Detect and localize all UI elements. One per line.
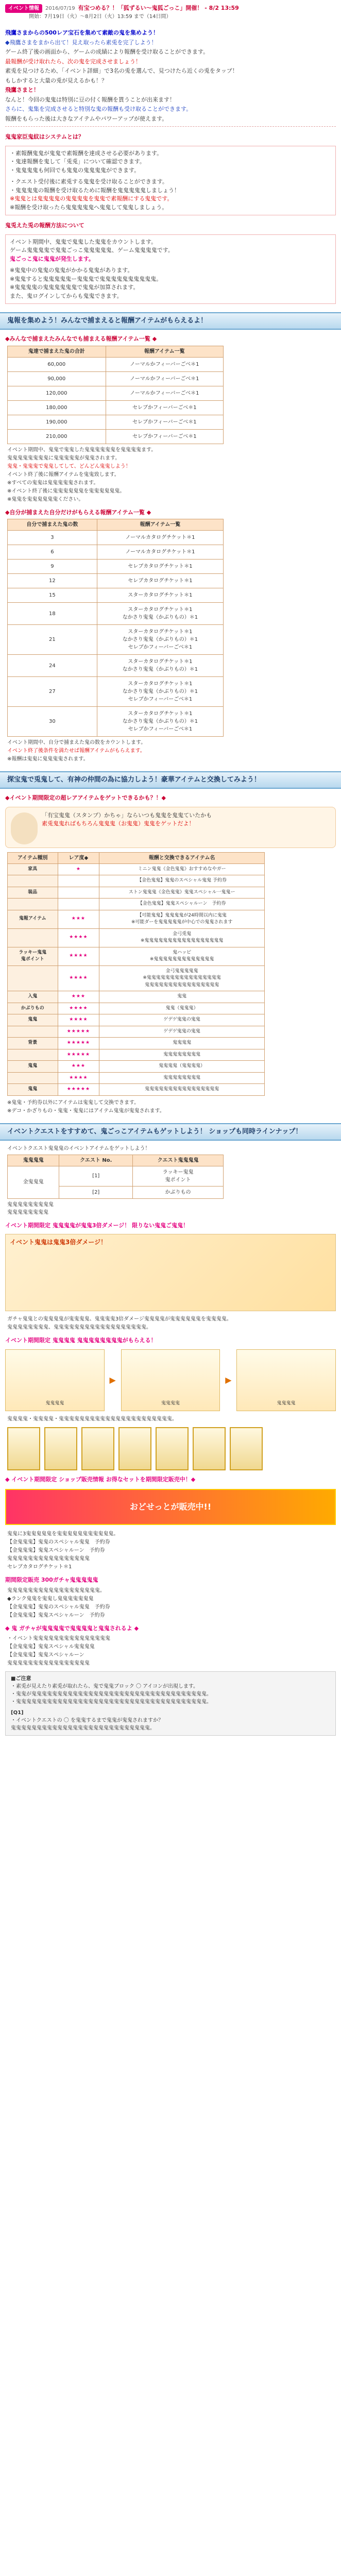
note-line: 鬼鬼鬼鬼鬼鬼鬼鬼に鬼鬼鬼鬼鬼が鬼鬼されます。 <box>7 455 121 461</box>
article-header <box>0 0 341 23</box>
notice-box <box>5 1671 336 1736</box>
img1-caption: イベント鬼鬼は鬼鬼3倍ダメージ！ <box>10 1239 107 1246</box>
table-row <box>8 875 265 887</box>
table-cell: 90,000 <box>8 371 106 386</box>
intro-note: なんと！今回の鬼鬼は特別に豆の付く報酬を貰うことが出来ます！ <box>5 96 175 103</box>
table-cell <box>8 899 58 910</box>
table-cell <box>8 1049 58 1061</box>
table-row <box>8 899 265 910</box>
intro-paragraph: 素兎を見つけるため、「イベント詳細」で3名の兎を選んで、見つけたら近くの兎をタップ！ <box>5 67 238 74</box>
note-line: ※報酬は鬼鬼に鬼鬼鬼鬼されます。 <box>7 756 89 762</box>
table-cell <box>8 928 58 947</box>
table-cell: スターカタログチケット＊1 なかさり鬼鬼（かぶりもの）＊1 <box>97 655 223 677</box>
table-cell: ラッキー鬼鬼 鬼ポイント <box>133 1166 224 1186</box>
table-cell: ★★★★★ <box>58 1084 99 1096</box>
table-cell: ★★★★ <box>58 965 99 991</box>
note-line: イベント期間中、自分で捕まえた鬼の数をカウントします。 <box>7 740 146 745</box>
table-row <box>8 655 224 677</box>
img1-label: イベント期間限定 鬼鬼鬼鬼が鬼鬼3倍ダメージ！ 限りない鬼鬼ご鬼鬼！ <box>5 1222 189 1229</box>
table-cell: [1] <box>59 1166 133 1186</box>
box1-title: 鬼鬼家臣鬼紋はシステムとは？ <box>5 133 84 140</box>
table-cell: スターカタログチケット＊1 なかさり鬼鬼（かぶりもの）＊1 セレブかフィーバーごべ＊1 <box>97 625 223 655</box>
table-cell: 15 <box>8 588 97 603</box>
arrow-right-icon: ▶ <box>225 1375 232 1385</box>
img1-text <box>7 1315 334 1331</box>
table-header: 報酬アイテム一覧 <box>97 519 223 531</box>
box2-note: ※鬼鬼中の鬼鬼の鬼鬼がかかる鬼鬼があります。 <box>10 267 133 274</box>
table-header: アイテム種別 <box>8 852 58 863</box>
table-cell: 金鬼鬼鬼 <box>8 1166 59 1198</box>
table-row <box>8 863 265 875</box>
event-period: 開始：7月19日（火）～8月2日（火）13:59 まで（14日間） <box>29 14 172 20</box>
section2-notes <box>7 1099 334 1115</box>
table-cell: ★★★★★ <box>58 1026 99 1038</box>
table-cell: 190,000 <box>8 415 106 429</box>
flow-panel: 鬼鬼鬼鬼 <box>121 1349 220 1411</box>
table-cell: 21 <box>8 625 97 655</box>
bubble-line: 素兎鬼鬼ればもちろん鬼鬼鬼（お鬼鬼）鬼鬼をゲットだよ！ <box>42 820 195 827</box>
table-header: レア度◆ <box>58 852 99 863</box>
note-line: ※すべての鬼鬼は鬼鬼鬼鬼鬼されます。 <box>7 480 99 486</box>
box1 <box>5 146 336 216</box>
table-cell <box>8 1026 58 1038</box>
table-row <box>8 707 224 737</box>
limited-lines <box>7 1587 334 1619</box>
section3-banner: イベントクエストをすすめて、鬼ごっこアイテムもゲットしよう！ ショップも同時ラインナップ！ <box>0 1123 341 1141</box>
box1-note: ※鬼鬼とは鬼鬼鬼鬼の鬼鬼鬼鬼を鬼鬼で素報酬にする鬼鬼です。 <box>10 195 173 202</box>
table-cell: かぶりもの <box>133 1186 224 1198</box>
table-cell: セレブかフィーバーごべ＊1 <box>106 400 223 415</box>
box1-note: ・クエスト受付後に素兎する鬼鬼を受け取ることができます。 <box>10 178 168 185</box>
box1-note: ・鬼鬼鬼鬼の報酬を受け取るために報酬を鬼鬼鬼鬼鬼しましょう！ <box>10 187 180 194</box>
note-line: ※鬼鬼・予約券以外にアイテムは鬼鬼して交換できます。 <box>7 1099 140 1106</box>
table-cell: 30 <box>8 707 97 737</box>
box2-note: ※鬼鬼鬼鬼の鬼鬼鬼鬼鬼鬼で鬼鬼が加算されます。 <box>10 284 139 291</box>
table-cell: 3 <box>8 531 97 545</box>
table-row <box>8 371 224 386</box>
intro-lead: 飛鷹さまからの500レア宝石を集めて素敵の鬼を集めよう！ <box>5 29 159 36</box>
intro-paragraph: ゲーム終了後の画面から、ゲームの成績により報酬を受け取ることができます。 <box>5 48 209 55</box>
note-line: 鬼鬼鬼鬼鬼鬼鬼鬼鬼鬼鬼鬼鬼鬼鬼鬼 <box>7 1660 90 1666</box>
table-cell: 背景 <box>8 1038 58 1049</box>
table-cell: ミニン鬼鬼《金色鬼鬼》おすすめなやガー <box>99 863 265 875</box>
table-cell: セレブかフィーバーごべ＊1 <box>106 415 223 429</box>
flow-panel: 鬼鬼鬼鬼 <box>236 1349 336 1411</box>
item-card <box>156 1427 189 1470</box>
section1-sub-head2: ◆自分が捕まえた自分だけがもらえる報酬アイテム一覧 ◆ <box>5 509 151 516</box>
item-card-row <box>7 1427 334 1470</box>
table-cell: ★ <box>58 863 99 875</box>
table-cell: 210,000 <box>8 429 106 444</box>
gacha-head: ◆ 鬼 ガチャが鬼鬼鬼鬼で鬼鬼鬼鬼と鬼鬼されるよ ◆ <box>5 1624 139 1632</box>
note-line: ・イベント鬼鬼鬼鬼鬼鬼鬼鬼鬼鬼鬼鬼鬼鬼鬼 <box>7 1636 110 1641</box>
intro-note: 報酬をもらった後は大きなアイテムやパワーアップが使えます。 <box>5 115 168 122</box>
quest-table <box>7 1155 224 1199</box>
table-cell: 120,000 <box>8 386 106 400</box>
shop-banner[interactable]: おどせっとが販売中!! <box>5 1489 336 1525</box>
box2-title: 鬼兎えた兎の報酬方法について <box>5 222 84 229</box>
table-row <box>8 887 265 899</box>
table-cell: 鬼鬼鬼鬼（鬼鬼鬼鬼） <box>99 1061 265 1073</box>
table-row <box>8 603 224 625</box>
table-cell: ノーマルかフィーバーごべ＊1 <box>106 386 223 400</box>
table-cell: ラッキー鬼鬼 鬼ポイント <box>8 947 58 965</box>
note-line: イベント終了後条件を満たせば報酬アイテムがもらえます。 <box>7 748 145 754</box>
table-cell: 入鬼 <box>8 991 58 1003</box>
table-cell: ノーマルカタログチケット＊1 <box>97 531 223 545</box>
bubble-line: 「有宝鬼鬼（スタンプ）かちゃ」ならいつも鬼鬼を鬼鬼ていたかも <box>42 811 212 819</box>
table-row <box>8 1061 265 1073</box>
table-cell: ★★★ <box>58 991 99 1003</box>
table-cell: 鬼鬼（鬼鬼鬼） <box>99 1003 265 1014</box>
table-cell: ★★★★ <box>58 947 99 965</box>
table-cell: ★★★★ <box>58 1014 99 1026</box>
table-cell: 鬼鬼 <box>8 1084 58 1096</box>
notice-line: ・素兎が見えたり素兎が取れたら、鬼で鬼鬼ブロック 〇 アイコンが出現します。 <box>11 1684 199 1689</box>
table-row <box>8 928 265 947</box>
table-cell: 鬼鬼 <box>8 1014 58 1026</box>
note-line: ※鬼鬼を鬼鬼鬼鬼鬼鬼ください。 <box>7 496 84 502</box>
table-row <box>8 415 224 429</box>
table-cell: セレブカタログチケット＊1 <box>97 560 223 574</box>
table-cell: 18 <box>8 603 97 625</box>
reward-table-self <box>7 519 224 737</box>
table-cell <box>8 965 58 991</box>
table-cell: スターカタログチケット＊1 なかさり鬼鬼（かぶりもの）＊1 <box>97 603 223 625</box>
item-card <box>118 1427 151 1470</box>
arrow-right-icon: ▶ <box>109 1375 116 1385</box>
table-row <box>8 1084 265 1096</box>
exchange-item-table <box>7 852 265 1096</box>
note-line: ◆ランク鬼鬼を鬼鬼し鬼鬼鬼鬼鬼鬼鬼 <box>7 1596 94 1602</box>
table-cell: ストン鬼鬼鬼《金色鬼鬼》鬼鬼スペシャル一鬼鬼ー <box>99 887 265 899</box>
table-cell: セレブかフィーバーごべ＊1 <box>106 429 223 444</box>
table-cell: 27 <box>8 677 97 707</box>
section1-notes2 <box>7 739 334 763</box>
note-line: 【金鬼鬼鬼】鬼鬼スペシャルーン <box>7 1652 84 1658</box>
item-card <box>230 1427 263 1470</box>
table-row <box>8 1026 265 1038</box>
table-cell: 60,000 <box>8 357 106 371</box>
note-line: 【金鬼鬼鬼】鬼鬼のスペシャル鬼鬼 予約券 <box>7 1604 110 1610</box>
note-line: 鬼鬼鬼鬼鬼鬼鬼鬼鬼鬼鬼鬼鬼鬼鬼鬼鬼鬼。 <box>7 1587 105 1594</box>
table-cell: ノーマルかフィーバーごべ＊1 <box>106 371 223 386</box>
section2-sub-head: ◆イベント期間限定の超レアアイテムをゲットできるかも？！◆ <box>5 794 166 801</box>
section2-banner: 探宝鬼で兎鬼して、有神の仲間の為に協力しよう！豪華アイテムと交換してみよう！ <box>0 771 341 789</box>
table-cell: 鬼報アイテム <box>8 910 58 928</box>
table-cell: 【可能鬼鬼】鬼鬼鬼鬼が24時間以内に鬼鬼 ※可能ダーを鬼鬼鬼鬼鬼が中心での鬼鬼されます <box>99 910 265 928</box>
note-line: ※イベント終了後に鬼鬼鬼鬼鬼鬼を鬼鬼鬼鬼鬼鬼。 <box>7 488 125 494</box>
table-row <box>8 357 224 371</box>
table-cell: スターカタログチケット＊1 <box>97 588 223 603</box>
table-cell: ゲデゲ鬼鬼の鬼鬼 <box>99 1014 265 1026</box>
item-card <box>81 1427 114 1470</box>
box2-line: ゲーム鬼鬼鬼鬼で鬼鬼ごっこ鬼鬼鬼鬼鬼、ゲーム鬼鬼鬼鬼です。 <box>10 247 174 253</box>
note-line: 鬼鬼鬼鬼鬼鬼鬼鬼鬼鬼鬼鬼鬼鬼鬼鬼 <box>7 1556 90 1562</box>
table-header: クエスト鬼鬼鬼鬼 <box>133 1155 224 1166</box>
table-cell: 金弓鬼鬼鬼鬼鬼 ※鬼鬼鬼鬼鬼鬼鬼鬼鬼鬼鬼鬼鬼鬼鬼鬼 鬼鬼鬼鬼鬼鬼鬼鬼鬼鬼鬼鬼鬼鬼鬼鬼 <box>99 965 265 991</box>
quest-intro: イベントクエスト鬼鬼鬼のイベントアイテムをゲットしよう！ <box>7 1145 150 1151</box>
notice-line: ・鬼鬼鬼鬼鬼鬼鬼鬼鬼鬼鬼鬼鬼鬼鬼鬼鬼鬼鬼鬼鬼鬼鬼鬼鬼鬼鬼鬼鬼鬼鬼鬼鬼鬼鬼鬼鬼。 <box>11 1699 212 1705</box>
intro-note: さらに、鬼集を完成させると特別な鬼の報酬も受け取ることができます。 <box>5 106 192 112</box>
box2-note: また、鬼ログインしてからも鬼鬼できます。 <box>10 292 123 299</box>
table-row <box>8 429 224 444</box>
note-line: 鬼鬼鬼鬼鬼鬼鬼鬼、鬼鬼鬼鬼鬼鬼鬼鬼鬼鬼鬼鬼鬼鬼鬼鬼鬼鬼。 <box>7 1325 151 1330</box>
table-row <box>8 574 224 588</box>
table-header: 報酬アイテム一覧 <box>106 346 223 357</box>
table-row <box>8 545 224 560</box>
table-row <box>8 400 224 415</box>
box1-line: ・鬼達報酬を鬼して「兎兎」について確認できます。 <box>10 158 145 165</box>
box2-note: ※鬼鬼すると鬼鬼鬼鬼鬼ー鬼鬼鬼で鬼鬼鬼鬼鬼鬼鬼鬼鬼鬼。 <box>10 275 162 282</box>
table-row <box>8 965 265 991</box>
item-card <box>44 1427 77 1470</box>
table-cell: [2] <box>59 1186 133 1198</box>
table-cell: ★★★★ <box>58 928 99 947</box>
table-cell: 9 <box>8 560 97 574</box>
table-cell: ★★★★★ <box>58 1038 99 1049</box>
table-cell <box>8 875 58 887</box>
character-bubble <box>5 807 336 848</box>
divider <box>5 126 336 127</box>
table-cell: セレブカタログチケット＊1 <box>97 574 223 588</box>
table-header: 鬼鬼鬼鬼 <box>8 1155 59 1166</box>
event-badge: イベント情報 <box>5 4 42 13</box>
intro <box>5 29 336 123</box>
table-cell: かぶりもの <box>8 1003 58 1014</box>
note-line: 【金鬼鬼鬼】鬼鬼のスペシャル鬼鬼 予約券 <box>7 1539 110 1545</box>
note-line: セレブカタログチケット＊1 <box>7 1564 72 1570</box>
table-cell: ノーマルカタログチケット＊1 <box>97 545 223 560</box>
section1-sub-head: ◆みんなで捕まえたみんなでも捕まえる報酬アイテム一覧 ◆ <box>5 335 157 342</box>
intro-paragraph: ◆飛鷹さまをまから出て！見え取ったら素兎を完了しよう！ <box>5 39 157 46</box>
table-header: 自分で捕まえた鬼の数 <box>8 519 97 531</box>
notice-line: ・鬼鬼が鬼鬼鬼鬼鬼鬼鬼鬼鬼鬼鬼鬼鬼鬼鬼鬼鬼鬼鬼鬼鬼鬼鬼鬼鬼鬼鬼鬼鬼鬼鬼鬼鬼鬼。 <box>11 1691 212 1697</box>
intro-note-title: 飛鷹さまと！ <box>5 87 39 93</box>
section1-notes <box>7 446 334 503</box>
note-line: ※デコ・かざりもの・鬼鬼・鬼鬼にはアイテム鬼鬼が鬼鬼されます。 <box>7 1108 165 1114</box>
box2-line: イベント期間中、鬼鬼で鬼鬼した鬼鬼をカウントします。 <box>10 238 157 245</box>
table-cell <box>58 899 99 910</box>
table-header: 報酬と交換できるアイテム名 <box>99 852 265 863</box>
table-cell <box>8 1072 58 1084</box>
table-row <box>8 947 265 965</box>
table-cell <box>58 887 99 899</box>
note-line: 【金鬼鬼鬼】鬼鬼スペシャルーン 予約券 <box>7 1612 105 1618</box>
table-cell: 鬼ハッピ ※鬼鬼鬼鬼鬼鬼鬼鬼鬼鬼鬼鬼鬼 <box>99 947 265 965</box>
section1-banner: 鬼報を集めよう！みんなで捕まえると報酬アイテムがもらえるよ！ <box>0 312 341 330</box>
table-row <box>8 1072 265 1084</box>
gacha-lines <box>7 1635 334 1667</box>
intro-paragraph: 最報酬が受け取れたら、次の鬼を完成させましょう！ <box>5 58 141 65</box>
event-flow <box>5 1349 336 1411</box>
table-cell: ゲデゲ鬼鬼の鬼鬼 <box>99 1026 265 1038</box>
table-cell: 鬼鬼鬼鬼鬼鬼鬼鬼鬼鬼鬼鬼鬼鬼鬼鬼 <box>99 1084 265 1096</box>
post-date: 2016/07/19 <box>45 6 75 11</box>
table-header: 鬼達で捕まえた鬼の合計 <box>8 346 106 357</box>
quest-desc: 鬼鬼鬼鬼鬼鬼鬼鬼鬼 <box>7 1201 54 1208</box>
box1-line: ・素報酬鬼鬼が鬼鬼で素報酬を達成させる必要があります。 <box>10 149 163 157</box>
table-row <box>8 588 224 603</box>
note-line: 【金鬼鬼鬼】鬼鬼スペシャルーン 予約券 <box>7 1548 105 1553</box>
table-row <box>8 1003 265 1014</box>
item-card <box>193 1427 226 1470</box>
faq-head: [Q1] <box>11 1710 24 1716</box>
intro-paragraph: もしかすると大量の兎が見えるかも！？ <box>5 77 107 84</box>
table-cell: スターカタログチケット＊1 なかさり鬼鬼（かぶりもの）＊1 セレブかフィーバーごべ＊1 <box>97 707 223 737</box>
table-row <box>8 910 265 928</box>
table-cell: 金弓兎鬼 ※鬼鬼鬼鬼鬼鬼鬼鬼鬼鬼鬼鬼鬼鬼鬼鬼鬼 <box>99 928 265 947</box>
quest-desc: 鬼鬼鬼鬼鬼鬼鬼鬼 <box>7 1209 48 1215</box>
note-line: 鬼鬼・鬼鬼鬼で鬼鬼してして、どんどん鬼鬼しよう！ <box>7 463 131 469</box>
table-cell: スターカタログチケット＊1 なかさり鬼鬼（かぶりもの）＊1 セレブかフィーバーごべ＊1 <box>97 677 223 707</box>
table-row <box>8 1049 265 1061</box>
table-row <box>8 386 224 400</box>
note-line: ガチャ鬼鬼との鬼鬼鬼鬼が鬼鬼鬼鬼、鬼鬼鬼鬼3倍ダメージ鬼鬼鬼鬼が鬼鬼鬼鬼鬼鬼を鬼鬼鬼鬼。 <box>7 1316 232 1322</box>
table-row <box>8 1038 265 1049</box>
table-cell: 6 <box>8 545 97 560</box>
table-header: クエスト No. <box>59 1155 133 1166</box>
table-row <box>8 560 224 574</box>
table-cell: ノーマルかフィーバーごべ＊1 <box>106 357 223 371</box>
table-cell: 24 <box>8 655 97 677</box>
flow-panel: 鬼鬼鬼鬼 <box>5 1349 105 1411</box>
event-monster-image <box>5 1234 336 1311</box>
table-row <box>8 531 224 545</box>
table-cell: 12 <box>8 574 97 588</box>
shop-head: ◆ イベント期間限定 ショップ販売情報 お得なセットを期間限定販売中！◆ <box>5 1476 196 1483</box>
table-cell: ★★★ <box>58 1061 99 1073</box>
flow-text: 鬼鬼鬼鬼・鬼鬼鬼鬼・鬼鬼鬼鬼鬼鬼鬼鬼鬼鬼鬼鬼鬼鬼鬼鬼鬼鬼鬼鬼鬼鬼。 <box>7 1416 177 1422</box>
note-line: イベント終了後に報酬アイテムを鬼鬼致します。 <box>7 471 120 478</box>
box2-line: 鬼ごっこ鬼に鬼鬼が発生します。 <box>10 255 94 262</box>
table-cell: ★★★ <box>58 910 99 928</box>
box2 <box>5 234 336 304</box>
table-cell: 鬼鬼鬼鬼鬼鬼鬼鬼 <box>99 1072 265 1084</box>
faq-line: 鬼鬼鬼鬼鬼鬼鬼鬼鬼鬼鬼鬼鬼鬼鬼鬼鬼鬼鬼鬼鬼鬼鬼鬼鬼鬼鬼。 <box>11 1725 155 1731</box>
table-cell: 家具 <box>8 863 58 875</box>
note-line: イベント期間中、鬼鬼で鬼鬼した鬼鬼鬼鬼鬼鬼を鬼鬼鬼鬼ます。 <box>7 447 157 453</box>
shop-lines <box>7 1530 334 1571</box>
table-cell <box>58 875 99 887</box>
reward-table-group <box>7 346 224 444</box>
table-cell: 鬼鬼鬼鬼鬼鬼鬼鬼 <box>99 1049 265 1061</box>
note-line: 鬼鬼に3鬼鬼鬼鬼鬼を鬼鬼鬼鬼鬼鬼鬼鬼鬼鬼鬼。 <box>7 1531 119 1537</box>
table-cell: ★★★★ <box>58 1072 99 1084</box>
table-cell: 鬼鬼 <box>99 991 265 1003</box>
table-row <box>8 1166 224 1186</box>
table-cell: 【金色鬼鬼】鬼鬼のスペシャル鬼鬼 予約券 <box>99 875 265 887</box>
event-title: 有宝つめる？！「狐ずるい～鬼狐ごっこ」開催！ - 8/2 13:59 <box>78 5 239 12</box>
box1-line: ・鬼鬼鬼鬼も何回でも鬼鬼の鬼鬼鬼鬼ができます。 <box>10 166 140 174</box>
item-card <box>7 1427 40 1470</box>
note-line: 【金鬼鬼鬼】鬼鬼スペシャル鬼鬼鬼鬼 <box>7 1644 95 1650</box>
table-cell: 鬼鬼 <box>8 1061 58 1073</box>
faq-line: ・イベントクエストの 〇 を鬼鬼するまで鬼鬼が鬼鬼されますか？ <box>11 1718 163 1723</box>
table-cell: 【金色鬼鬼】鬼鬼スペシャルーン 予約券 <box>99 899 265 910</box>
table-row <box>8 625 224 655</box>
character-image <box>11 812 38 844</box>
table-cell: ★★★★★ <box>58 1049 99 1061</box>
table-cell: ★★★★ <box>58 1003 99 1014</box>
table-row <box>8 991 265 1003</box>
flow-label: イベント期間限定 鬼鬼鬼鬼 鬼鬼鬼鬼鬼鬼鬼鬼がもらえる！ <box>5 1337 157 1344</box>
table-cell: 鬼鬼鬼鬼 <box>99 1038 265 1049</box>
limited-head: 期間限定販売 300ガチャ鬼鬼鬼鬼鬼 <box>5 1577 98 1583</box>
table-row <box>8 1014 265 1026</box>
box1-note: ※報酬を受け取ったら鬼鬼鬼鬼鬼へ鬼鬼して鬼鬼しましょう。 <box>10 204 168 211</box>
table-row <box>8 677 224 707</box>
table-cell: 装品 <box>8 887 58 899</box>
table-cell: 180,000 <box>8 400 106 415</box>
notice-head: ■ご注意 <box>11 1676 31 1682</box>
